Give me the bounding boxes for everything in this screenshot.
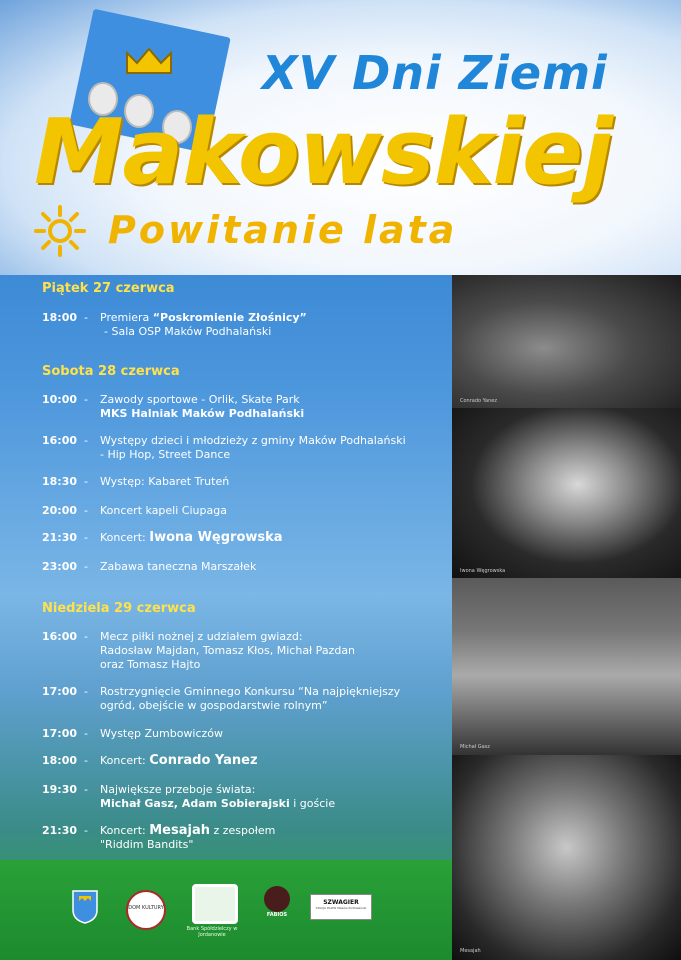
event-text-line2: - Hip Hop, Street Dance (100, 448, 231, 461)
event-highlight: Conrado Yanez (149, 753, 258, 768)
photo-caption: Michał Gasz (460, 744, 490, 750)
photo-caption: Mesajah (460, 948, 481, 954)
artist-photo (452, 755, 681, 960)
fabios-label: FABIOS (266, 912, 288, 918)
event-text: Zabawa taneczna Marszałek (100, 560, 257, 573)
sun-icon (32, 203, 88, 259)
szwagier-sublabel: STACJA PALIW Maków Podhalański (315, 906, 367, 910)
event-dash: - (84, 630, 88, 643)
photo-caption: Iwona Węgrowska (460, 568, 506, 574)
event-time: 10:00 (42, 393, 78, 406)
event-dash: - (84, 754, 88, 767)
event-dash: - (84, 824, 88, 837)
event-text: Koncert kapeli Ciupaga (100, 504, 227, 517)
event-text: Koncert: (100, 531, 150, 544)
event-text: Koncert: (100, 824, 150, 837)
event-text-line2: ogród, obejście w gospodarstwie rolnym” (100, 699, 328, 712)
event-time: 18:00 (42, 754, 78, 767)
title-line2: Makowskiej (34, 100, 613, 205)
event-highlight: Iwona Węgrowska (149, 530, 283, 545)
event-time: 17:00 (42, 727, 78, 740)
day-heading: Niedziela 29 czerwca (42, 601, 196, 616)
event-text: Największe przeboje świata: (100, 783, 256, 796)
event-time: 18:30 (42, 475, 78, 488)
event-dash: - (84, 685, 88, 698)
event-dash: - (84, 434, 88, 447)
event-text: Rostrzygnięcie Gminnego Konkursu “Na najpiękniejszy (100, 685, 401, 698)
event-dash: - (84, 311, 88, 324)
event-time: 16:00 (42, 630, 78, 643)
subtitle: Powitanie lata (108, 208, 458, 252)
event-highlight: “Poskromienie Złośnicy” (152, 311, 307, 324)
artist-photos (452, 275, 681, 960)
szwagier-label: SZWAGIER (323, 899, 359, 906)
artist-photo (452, 275, 681, 408)
crown-icon (125, 45, 173, 77)
dom-kultury-label: DOM KULTURY (128, 905, 164, 911)
day-heading: Piątek 27 czerwca (42, 281, 175, 296)
event-text: Zawody sportowe - Orlik, Skate Park (100, 393, 300, 406)
sponsor-logos (0, 860, 452, 960)
event-time: 18:00 (42, 311, 78, 324)
artist-photo (452, 578, 681, 755)
event-text-line2: - Sala OSP Maków Podhalański (104, 325, 272, 338)
event-highlight: Mesajah (149, 823, 210, 838)
poster-header (0, 0, 681, 275)
event-time: 21:30 (42, 531, 78, 544)
artist-photo (452, 408, 681, 578)
photo-caption: Conrado Yanez (460, 398, 497, 404)
event-text: Występ: Kabaret Truteń (100, 475, 230, 488)
event-dash: - (84, 727, 88, 740)
event-dash: - (84, 783, 88, 796)
fabios-logo (262, 886, 292, 924)
event-text: Występ Zumbowiczów (100, 727, 224, 740)
event-dash: - (84, 393, 88, 406)
event-dash: - (84, 531, 88, 544)
title-line1: XV Dni Ziemi (262, 46, 608, 100)
event-text: Występy dzieci i młodzieży z gminy Maków Podhalański (100, 434, 406, 447)
event-dash: - (84, 504, 88, 517)
town-crest-icon (72, 890, 98, 924)
event-text-tail: z zespołem (209, 824, 276, 837)
szwagier-logo (310, 894, 372, 920)
event-highlight: Michał Gasz, Adam Sobierajski (100, 797, 290, 810)
fabios-icon (264, 886, 290, 912)
event-text-line2: Radosław Majdan, Tomasz Kłos, Michał Pazdan (100, 644, 356, 657)
event-dash: - (84, 475, 88, 488)
bank-icon (192, 884, 238, 924)
event-text-line3: oraz Tomasz Hajto (100, 658, 201, 671)
day-heading: Sobota 28 czerwca (42, 364, 180, 379)
event-time: 21:30 (42, 824, 78, 837)
event-time: 19:30 (42, 783, 78, 796)
event-time: 23:00 (42, 560, 78, 573)
event-text-tail: i goście (289, 797, 336, 810)
event-highlight: MKS Halniak Maków Podhalański (100, 407, 305, 420)
event-time: 16:00 (42, 434, 78, 447)
schedule (0, 275, 452, 860)
event-text: Koncert: (100, 754, 150, 767)
bank-logo (184, 884, 240, 942)
event-dash: - (84, 560, 88, 573)
bank-label: Bank Spółdzielczy w Jordanowie (186, 926, 238, 938)
event-text-line2: "Riddim Bandits" (100, 838, 194, 851)
dom-kultury-logo (126, 890, 166, 930)
event-time: 20:00 (42, 504, 78, 517)
event-text: Mecz piłki nożnej z udziałem gwiazd: (100, 630, 303, 643)
event-time: 17:00 (42, 685, 78, 698)
event-text: Premiera (100, 311, 153, 324)
